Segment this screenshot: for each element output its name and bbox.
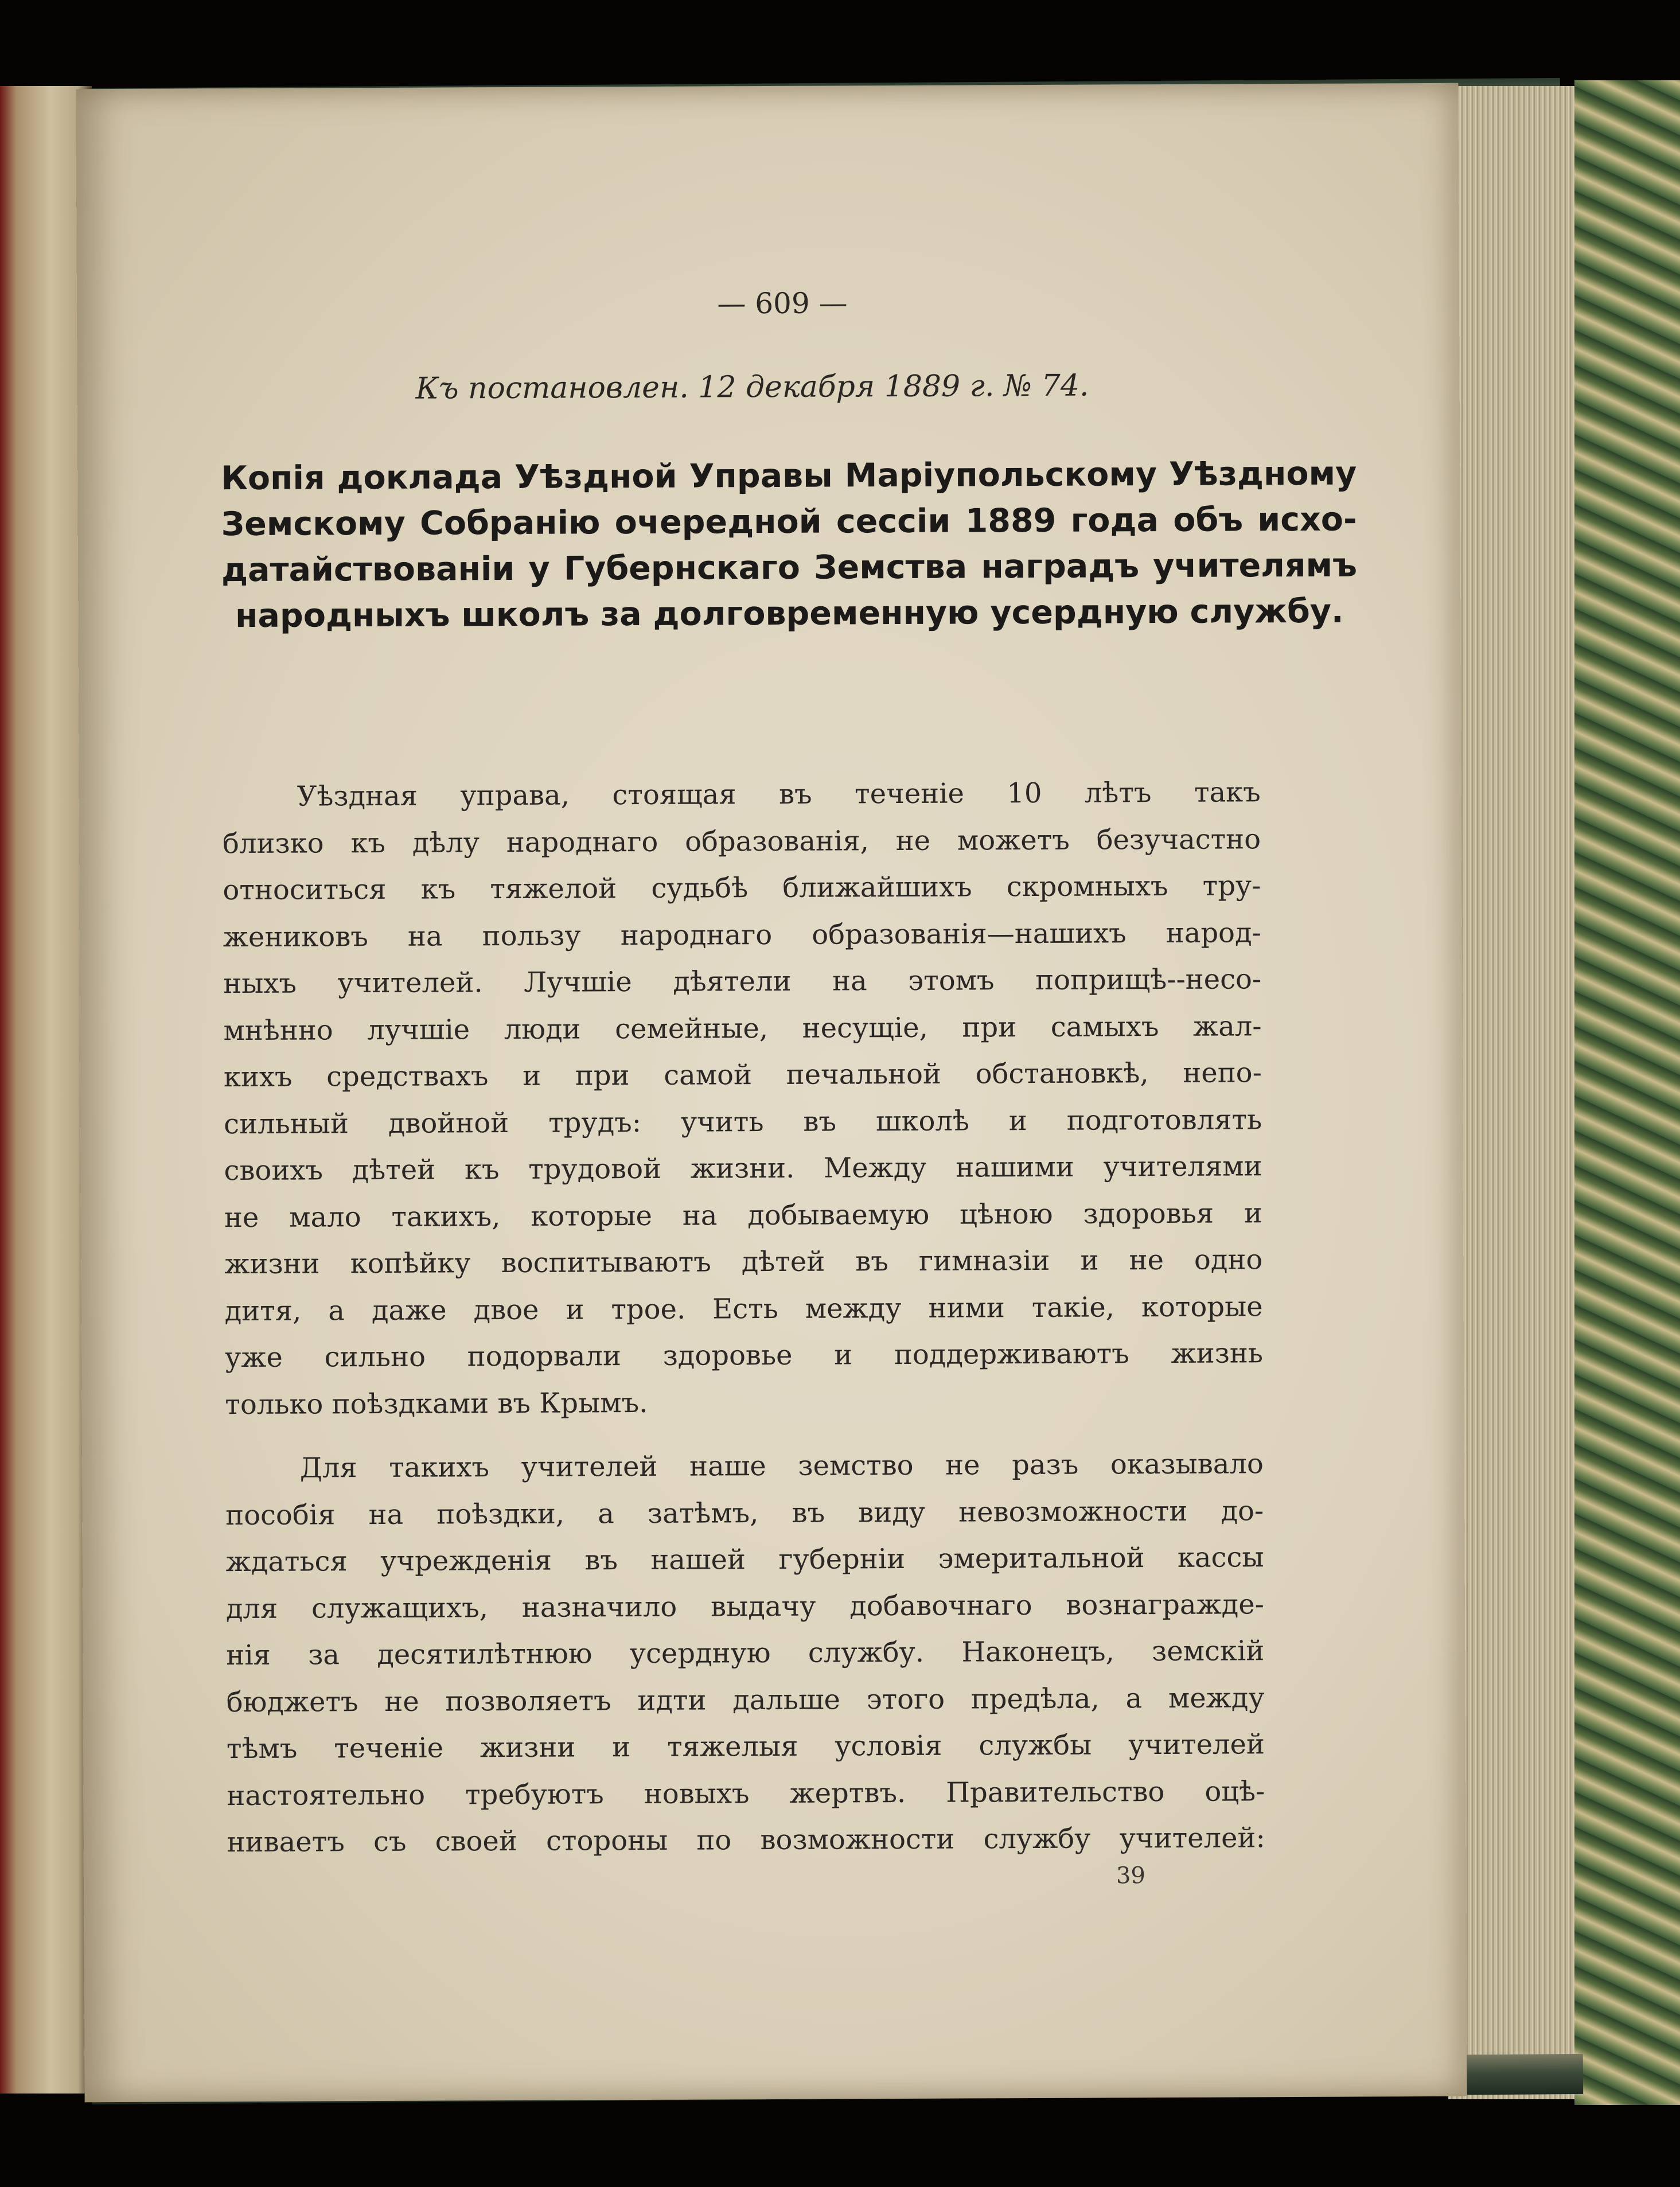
text-line: своихъ дѣтей къ трудовой жизни. Между нашими учителями [224, 1150, 1262, 1187]
resolution-reference: Къ постановлен. 12 декабря 1889 г. № 74. [415, 368, 1089, 406]
text-line: пособія на поѣздки, а затѣмъ, въ виду невозможности до- [225, 1494, 1264, 1531]
title-line: Земскому Собранію очередной сессіи 1889 года объ исхо- [221, 500, 1357, 544]
printer-signature-mark: 39 [1116, 1862, 1145, 1889]
document-page [76, 83, 1467, 2102]
paragraph [223, 769, 1264, 1428]
text-line: дитя, а даже двое и трое. Есть между ними такіе, которые [224, 1290, 1263, 1327]
text-line: мнѣнно лучшіе люди семейные, несущіе, при самыхъ жал- [223, 1009, 1262, 1047]
text-line: Уѣздная управа, стоящая въ теченіе 10 лѣтъ такъ [297, 776, 1261, 813]
text-line: уже сильно подорвали здоровье и поддерживаютъ жизнь [224, 1337, 1264, 1374]
text-line: ниваетъ съ своей стороны по возможности службу учителей: [227, 1822, 1265, 1859]
text-line: для служащихъ, назначило выдачу добавочнаго вознагражде- [225, 1588, 1265, 1625]
text-line: нія за десятилѣтнюю усердную службу. Наконецъ, земскій [226, 1635, 1265, 1672]
text-line: Для такихъ учителей наше земство не разъ оказывало [299, 1448, 1264, 1484]
paragraph [225, 1441, 1265, 1866]
document-title [221, 451, 1357, 640]
body-text [223, 769, 1265, 1866]
page-block-edges [1448, 86, 1583, 2099]
text-line: только поѣздками въ Крымъ. [225, 1386, 648, 1421]
text-line: кихъ средствахъ и при самой печальной обстановкѣ, непо- [223, 1057, 1262, 1094]
marbled-cover-edge [1574, 80, 1680, 2105]
text-line: относиться къ тяжелой судьбѣ ближайшихъ скромныхъ тру- [223, 870, 1261, 907]
title-line: Копія доклада Уѣздной Управы Маріупольскому Уѣздному [221, 454, 1357, 498]
text-line: тѣмъ теченіе жизни и тяжелыя условія службы учителей [226, 1728, 1265, 1765]
text-line: настоятельно требуютъ новыхъ жертвъ. Правительство оцѣ- [227, 1775, 1265, 1812]
text-line: близко къ дѣлу народнаго образованія, не можетъ безучастно [222, 822, 1261, 860]
text-line: ныхъ учителей. Лучшіе дѣятели на этомъ поприщѣ--несо- [223, 963, 1262, 1000]
text-line: жизни копѣйку воспитываютъ дѣтей въ гимназіи и не одно [224, 1243, 1263, 1281]
text-line: ждаться учрежденія въ нашей губерніи эмеритальной кассы [225, 1541, 1264, 1578]
text-line: бюджетъ не позволяетъ идти дальше этого предѣла, а между [226, 1681, 1265, 1718]
text-line: сильный двойной трудъ: учить въ школѣ и подготовлять [224, 1103, 1262, 1140]
title-line: датайствованіи у Губернскаго Земства наградъ учителямъ [221, 546, 1358, 590]
title-line: народныхъ школъ за долговременную усердную службу. [235, 592, 1344, 636]
text-line: не мало такихъ, которые на добываемую цѣною здоровья и [224, 1196, 1263, 1234]
page-number: — 609 — [717, 286, 848, 321]
text-line: жениковъ на пользу народнаго образованія—нашихъ народ- [223, 916, 1261, 953]
